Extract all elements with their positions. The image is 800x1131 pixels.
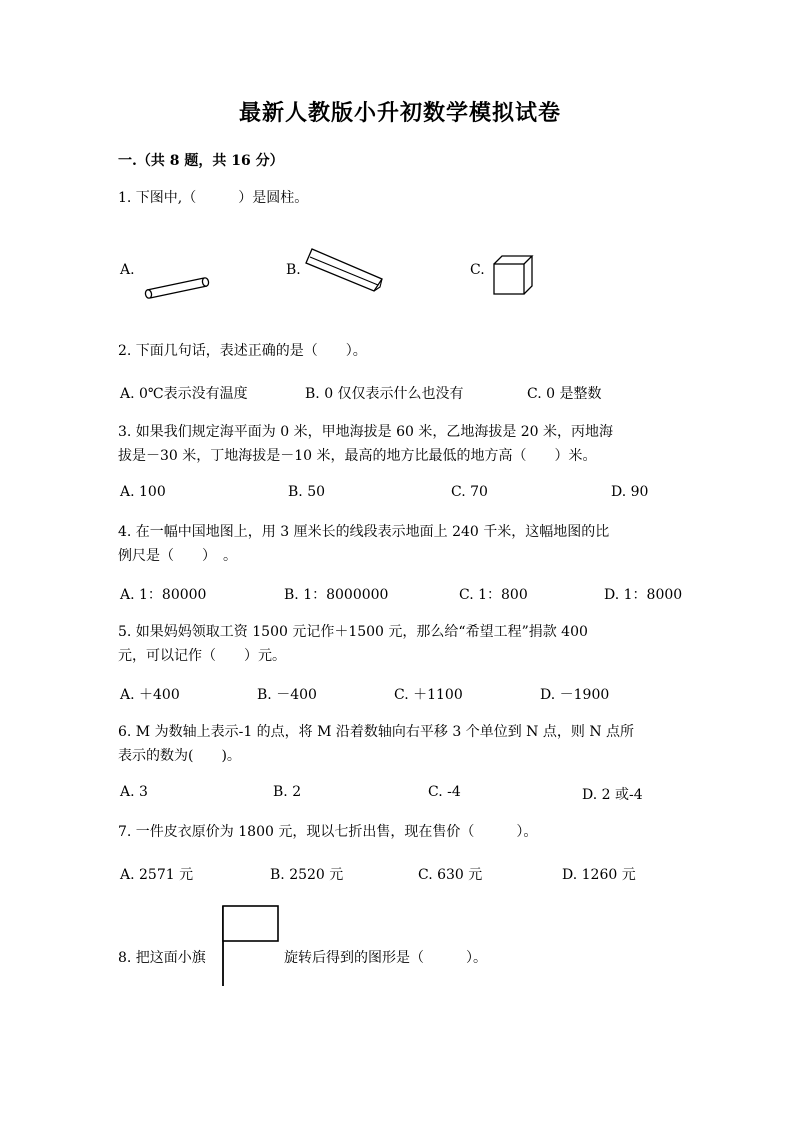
q4-option-a[interactable]: A. 1：80000 — [120, 587, 207, 603]
q5-option-c[interactable]: C. ＋1100 — [394, 687, 463, 703]
cylinder-icon — [142, 270, 212, 304]
question-3-line-2: 拔是－30 米，丁地海拔是－10 米，最高的地方比最低的地方高（ ）米。 — [118, 448, 597, 464]
question-6-line-1: 6. M 为数轴上表示-1 的点，将 M 沿着数轴向右平移 3 个单位到 N 点，则 N 点所 — [118, 724, 635, 740]
question-5-line-2: 元，可以记作（ ）元。 — [118, 648, 286, 664]
question-8-text-after: 旋转后得到的图形是（ ）。 — [284, 950, 487, 966]
q3-option-c[interactable]: C. 70 — [451, 484, 488, 500]
question-5-line-1: 5. 如果妈妈领取工资 1500 元记作＋1500 元，那么给“希望工程”捐款 400 — [118, 624, 588, 640]
q4-option-c[interactable]: C. 1：800 — [459, 587, 528, 603]
q6-option-d[interactable]: D. 2 或-4 — [582, 787, 643, 803]
q7-option-d[interactable]: D. 1260 元 — [562, 867, 636, 883]
question-6 — [118, 720, 688, 768]
question-4-line-2: 例尺是（ ） 。 — [118, 548, 237, 564]
q3-option-a[interactable]: A. 100 — [120, 484, 166, 500]
q4-option-b[interactable]: B. 1：8000000 — [284, 587, 389, 603]
question-4 — [118, 520, 688, 568]
q2-option-a[interactable]: A. 0℃表示没有温度 — [120, 386, 248, 402]
q1-option-a[interactable]: A. — [120, 262, 135, 278]
section-heading: 一.（共 8 题，共 16 分） — [118, 153, 284, 169]
question-3 — [118, 420, 688, 468]
q2-option-c[interactable]: C. 0 是整数 — [527, 386, 602, 402]
page-title: 最新人教版小升初数学模拟试卷 — [238, 100, 561, 126]
q6-option-b[interactable]: B. 2 — [273, 784, 302, 800]
q2-option-b[interactable]: B. 0 仅仅表示什么也没有 — [305, 386, 464, 402]
flag-icon — [220, 904, 282, 992]
question-2: 2. 下面几句话，表述正确的是（ ）。 — [118, 343, 367, 359]
q3-option-d[interactable]: D. 90 — [611, 484, 649, 500]
q7-option-a[interactable]: A. 2571 元 — [120, 867, 194, 883]
q7-option-b[interactable]: B. 2520 元 — [270, 867, 344, 883]
q4-option-d[interactable]: D. 1：8000 — [604, 587, 683, 603]
q7-option-c[interactable]: C. 630 元 — [418, 867, 483, 883]
q1-option-c[interactable]: C. — [470, 262, 485, 278]
q3-option-b[interactable]: B. 50 — [288, 484, 326, 500]
question-5 — [118, 620, 688, 668]
q1-option-b[interactable]: B. — [286, 262, 301, 278]
question-4-line-1: 4. 在一幅中国地图上，用 3 厘米长的线段表示地面上 240 千米，这幅地图的比 — [118, 524, 610, 540]
q5-option-d[interactable]: D. －1900 — [540, 687, 610, 703]
question-1: 1. 下图中,（ ）是圆柱。 — [118, 190, 309, 206]
q5-option-b[interactable]: B. －400 — [257, 687, 317, 703]
question-7: 7. 一件皮衣原价为 1800 元，现以七折出售，现在售价（ ）。 — [118, 824, 538, 840]
q6-option-c[interactable]: C. -4 — [428, 784, 461, 800]
question-8-text-before: 8. 把这面小旗 — [118, 950, 206, 966]
cube-icon — [490, 253, 536, 301]
q5-option-a[interactable]: A. ＋400 — [120, 687, 180, 703]
q6-option-a[interactable]: A. 3 — [120, 784, 148, 800]
prism-icon — [300, 245, 390, 301]
question-6-line-2: 表示的数为( )。 — [118, 748, 241, 764]
question-3-line-1: 3. 如果我们规定海平面为 0 米，甲地海拔是 60 米，乙地海拔是 20 米，丙地海 — [118, 424, 614, 440]
